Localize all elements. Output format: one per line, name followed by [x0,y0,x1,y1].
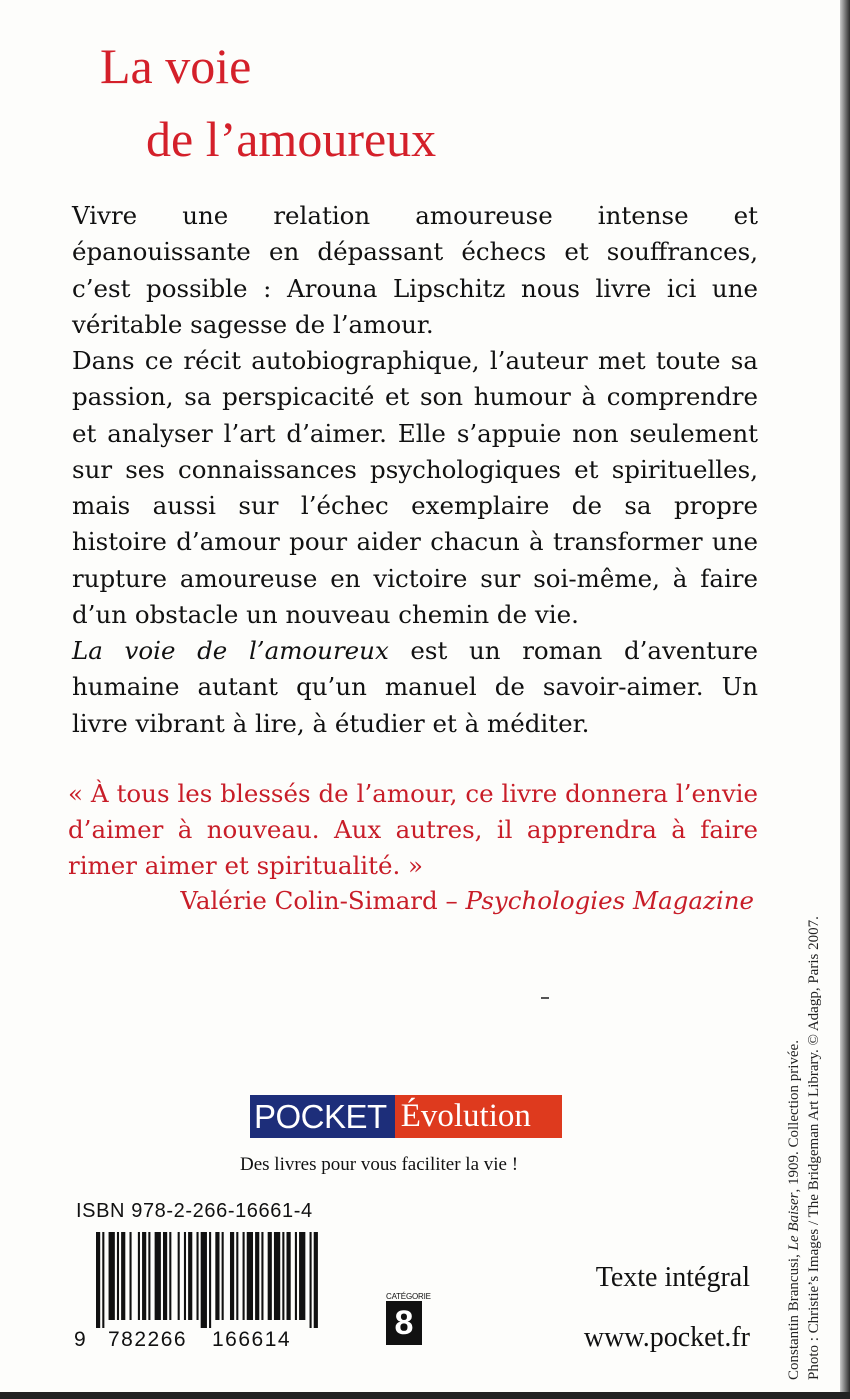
evolution-logo-text: Évolution [395,1095,562,1138]
edition-label: Texte intégral [595,1262,750,1293]
barcode-bar [184,1232,186,1320]
title-line-1: La voie [100,38,252,94]
barcode-bar [163,1232,167,1320]
barcode-bar [310,1232,312,1328]
review-quote: « À tous les blessés de l’amour, ce livre donnera l’envie d’aimer à nouveau. Aux autres, il apprendra à faire rimer aimer et spiritualité. » [68,779,758,880]
review-author: Valérie Colin-Simard – [180,886,466,915]
barcode-bar [268,1232,272,1320]
barcode-bar [96,1232,100,1328]
book-edge-bottom [0,1392,850,1399]
barcode-bar [295,1232,297,1320]
barcode-bar [121,1232,125,1320]
barcode-bar [196,1232,198,1320]
barcode-bar [142,1232,146,1320]
barcode-bar [188,1232,192,1320]
barcode-bar [247,1232,253,1320]
publisher-tagline: Des livres pour vous faciliter la vie ! [240,1154,519,1175]
credit-artist: Constantin Brancusi, [786,1250,802,1380]
barcode-bar [102,1232,104,1328]
category-badge [386,1292,431,1345]
pocket-logo-text: POCKET [250,1095,395,1138]
barcode-bar [169,1232,171,1320]
barcode-bar [236,1232,238,1320]
barcode-bar [299,1232,305,1320]
barcode-bar [261,1232,263,1320]
blurb-paragraph-2 [72,343,758,633]
publisher-website: www.pocket.fr [583,1322,750,1353]
blurb-paragraph-3-rest: est un roman d’aventure humaine autant qu’un manuel de savoir-aimer. Un livre vibrant à lire, à étudier et à méditer. [72,636,758,738]
barcode-bar [109,1232,115,1320]
barcode-bar [282,1232,284,1320]
barcode-bar [215,1232,219,1320]
barcode-bar [155,1232,161,1320]
blurb-paragraph-1-text: Vivre une relation amoureuse intense et épanouissante en dépassant échecs et souffrances, c’est possible : Arouna Lipschitz nous livre ici une véritable sagesse de l’amour. [72,201,758,339]
blurb-paragraph-3 [72,633,758,742]
blurb-paragraph-1 [72,198,758,343]
barcode-bar [117,1232,119,1320]
photo-credit-line-1 [786,1040,803,1380]
photo-credit-line-2: Photo : Christie’s Images / The Bridgeman Art Library. © Adagp, Paris 2007. [806,916,822,1380]
barcode-bar [178,1232,180,1320]
blurb-book-title: La voie de l’amoureux [72,636,389,665]
book-edge-right [840,0,850,1399]
credit-artwork: Le Baiser [786,1192,802,1251]
barcode-bar [138,1232,140,1320]
title-line-2: de l’amoureux [146,111,437,167]
print-mark [541,997,549,999]
barcode-bar [274,1232,280,1320]
barcode-bar [209,1232,211,1328]
blurb-paragraph-3-text [72,633,758,742]
barcode-bar [243,1232,245,1320]
barcode-graphic [96,1232,320,1328]
isbn-label: ISBN 978-2-266-16661-4 [76,1200,313,1222]
barcode-bar [129,1232,131,1320]
barcode-digits-right: 166614 [212,1328,292,1351]
barcode-bar [314,1232,318,1328]
barcode-bar [230,1232,234,1320]
pocket-evolution-logo [250,1095,562,1138]
review-attribution [180,886,754,915]
credit-details: , 1909. Collection privée. [786,1040,802,1193]
blurb-paragraph-2-text: Dans ce récit autobiographique, l’auteur met toute sa passion, sa perspicacité et son humour à comprendre et analyser l’art d’aimer. Elle s’appuie non seulement sur ses connaissances psychologiques et spirituelles, mais aussi sur l’échec exemplaire de sa propre histoire d’amour pour aider chacun à transformer une rupture amoureuse en victoire sur soi-même, à faire d’un obstacle un nouveau chemin de vie. [72,346,758,630]
category-label: CATÉGORIE [386,1292,431,1301]
category-number: 8 [386,1301,422,1345]
review-source: Psychologies Magazine [465,886,754,915]
barcode-bar [222,1232,224,1320]
barcode-bar [255,1232,259,1320]
barcode-digit-first: 9 [74,1328,88,1351]
barcode-bar [287,1232,291,1320]
barcode-digits-left: 782266 [108,1328,188,1351]
barcode-bar [201,1232,207,1328]
barcode-bar [148,1232,150,1320]
